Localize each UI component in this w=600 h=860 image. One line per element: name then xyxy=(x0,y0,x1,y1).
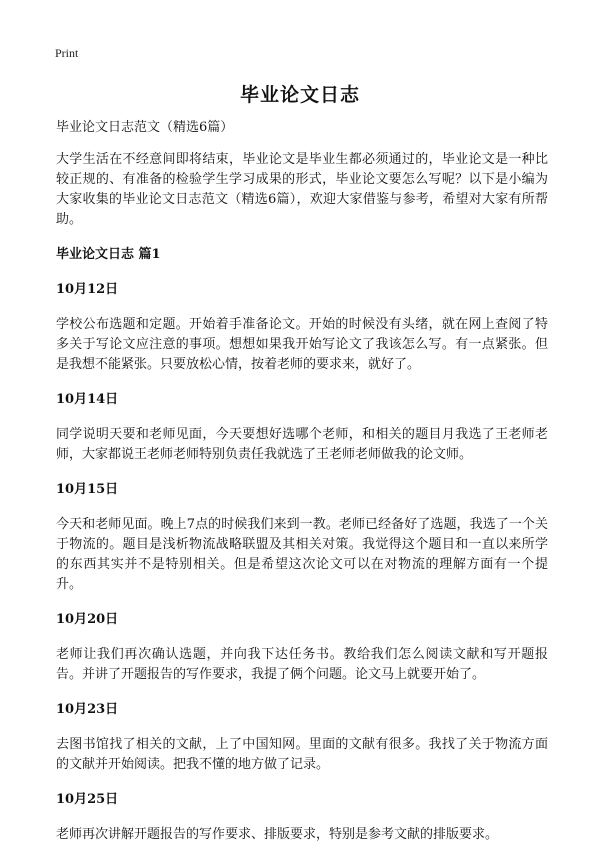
entry-date: 10月25日 xyxy=(56,792,119,807)
intro-paragraph: 大学生活在不经意间即将结束，毕业论文是毕业生都必须通过的，毕业论文是一种比较正规的、有准备的检验学生学习成果的形式，毕业论文要怎么写呢？以下是小编为大家收集的毕业论文日志范文（精选6篇），欢迎大家借鉴与参考，希望对大家有所帮助。 xyxy=(56,152,548,227)
page-title: 毕业论文日志 xyxy=(239,84,360,106)
entry-text: 老师再次讲解开题报告的写作要求、排版要求，特别是参考文献的排版要求。 xyxy=(56,827,499,842)
entry-date: 10月15日 xyxy=(56,482,119,497)
entry-text: 老师让我们再次确认选题，并向我下达任务书。教给我们怎么阅读文献和写开题报告。并讲了开题报告的写作要求，我提了俩个问题。论文马上就要开始了。 xyxy=(56,647,548,682)
entry-text: 学校公布选题和定题。开始着手准备论文。开始的时候没有头绪，就在网上查阅了特多关于写论文应注意的事项。想想如果我开始写论文了我该怎么写。有一点紧张。但是我想不能紧张。只要放松心情，按着老师的要求来，就好了。 xyxy=(56,317,548,372)
print-link[interactable]: Print xyxy=(55,46,79,60)
entry-date: 10月20日 xyxy=(56,612,119,627)
entry-text: 去图书馆找了相关的文献，上了中国知网。里面的文献有很多。我找了关于物流方面的文献并开始阅读。把我不懂的地方做了记录。 xyxy=(56,737,548,772)
section-heading: 毕业论文日志 篇1 xyxy=(56,247,161,262)
article-body xyxy=(56,118,548,860)
entry-date: 10月23日 xyxy=(56,702,119,717)
article-subtitle: 毕业论文日志范文（精选6篇） xyxy=(56,120,234,135)
entry-text: 今天和老师见面。晚上7点的时候我们来到一教。老师已经备好了选题，我选了一个关于物流的。题目是浅析物流战略联盟及其相关对策。我觉得这个题目和一直以来所学的东西其实并不是特别相关。但是希望这次论文可以在对物流的理解方面有一个提升。 xyxy=(56,517,548,592)
entry-date: 10月14日 xyxy=(56,392,119,407)
entry-text: 同学说明天要和老师见面，今天要想好选哪个老师，和相关的题目月我选了王老师老师，大家都说王老师老师特别负责任我就选了王老师老师做我的论文师。 xyxy=(56,427,548,462)
entry-date: 10月12日 xyxy=(56,282,119,297)
